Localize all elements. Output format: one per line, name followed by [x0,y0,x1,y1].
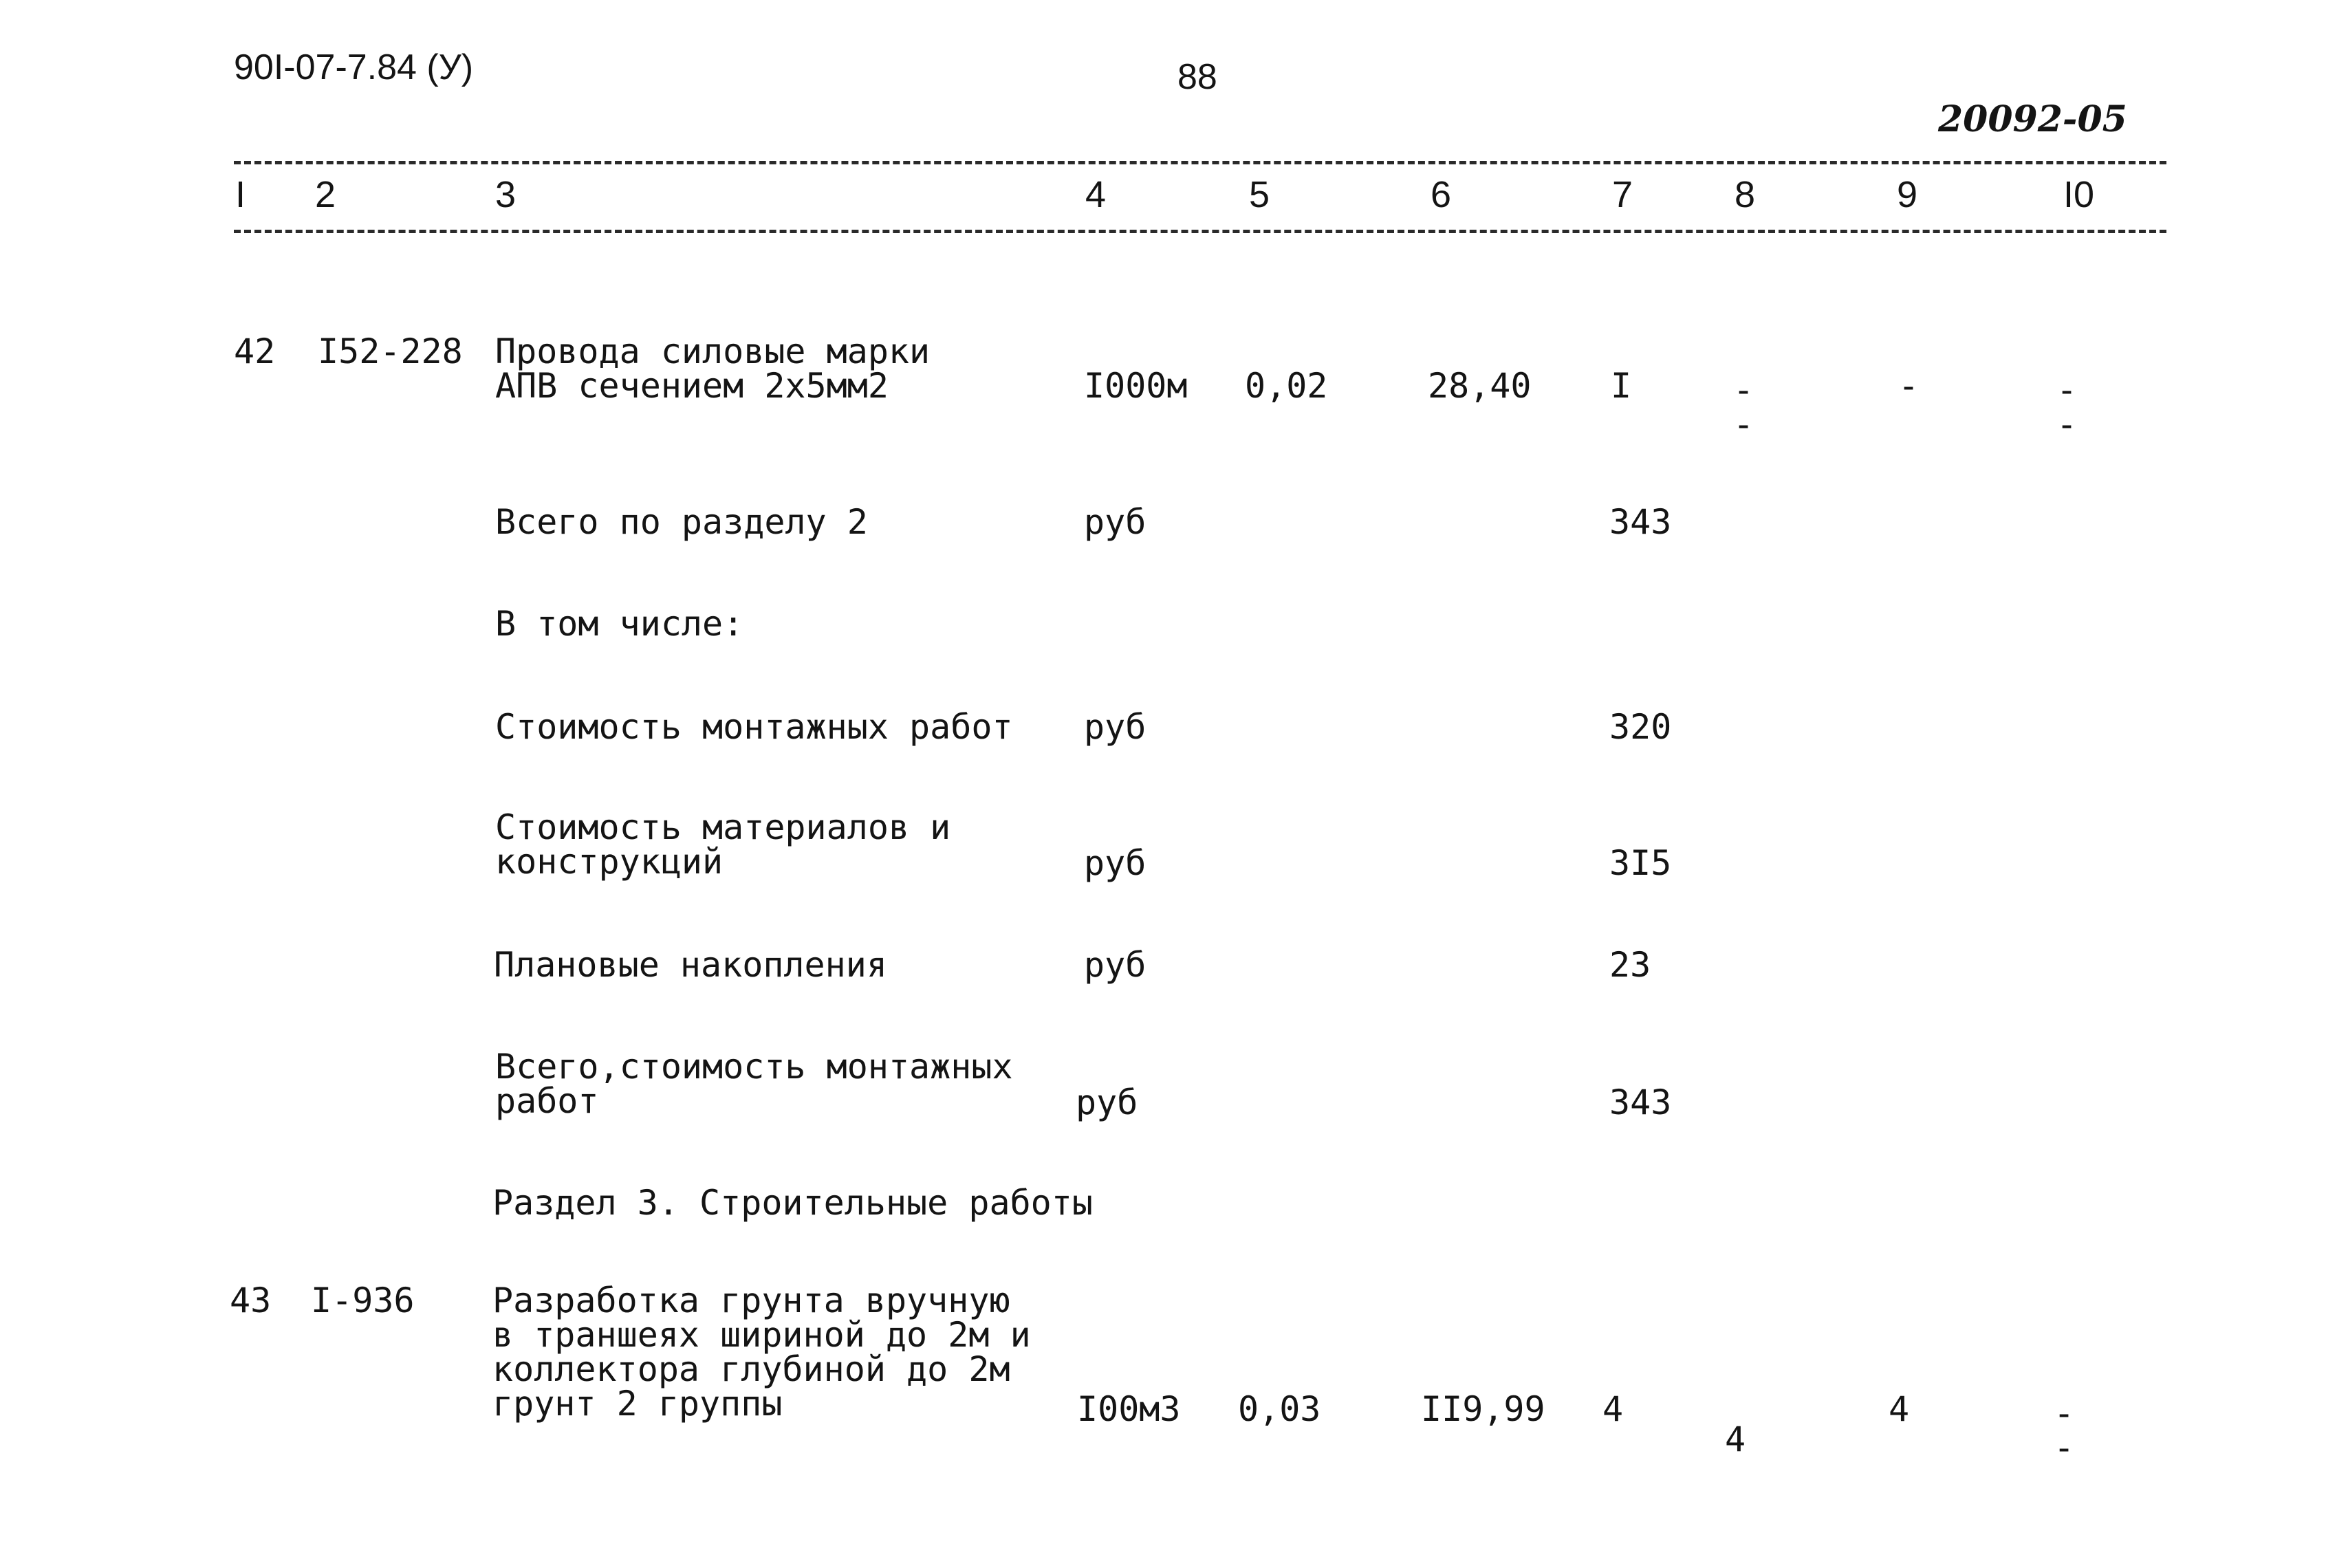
total-install-label: Всего,стоимость монтажных работ [495,1047,1013,1121]
install-cost-label: Стоимость монтажных работ [495,707,1013,747]
column-header-1: I [235,174,246,215]
row-43-number: 43 [230,1281,272,1320]
row-43-description: Разработка грунта вручную в траншеях шириной до 2м и коллектора глубиной до 2м грунт 2 группы [492,1281,1031,1424]
row-42-col9: - [1898,366,1920,406]
including-label: В том числе: [495,604,744,644]
planned-savings-label: Плановые накопления [494,945,887,985]
row-42-price: 28,40 [1428,366,1532,406]
row-42-unit: I000м [1084,366,1188,406]
row-42-col10: - - [2056,370,2078,444]
materials-cost-label: Стоимость материалов и конструкций [495,807,951,882]
section2-total-label: Всего по разделу 2 [495,502,868,542]
row-43-code: I-936 [311,1281,415,1320]
row-43-price: II9,99 [1421,1389,1545,1429]
section3-title: Раздел 3. Строительные работы [492,1183,1093,1223]
row-43-total: 4 [1602,1389,1624,1429]
column-header-8: 8 [1735,174,1756,215]
row-43-col9: 4 [1889,1389,1910,1429]
row-42-col8: - - [1733,370,1754,444]
column-header-7: 7 [1612,174,1633,215]
materials-cost-value: 3I5 [1609,843,1672,883]
row-42-code: I52-228 [318,331,463,371]
header-top-rule [234,161,2166,164]
column-header-6: 6 [1431,174,1452,215]
planned-savings-unit: руб [1084,945,1146,985]
row-42-quantity: 0,02 [1245,366,1328,406]
document-code: 90I-07-7.84 (У) [234,47,474,87]
total-install-value: 343 [1609,1082,1672,1122]
column-header-10: I0 [2063,174,2095,215]
column-header-3: 3 [495,174,517,215]
row-43-col8: 4 [1725,1419,1746,1459]
planned-savings-value: 23 [1609,945,1651,985]
total-install-unit: руб [1076,1082,1138,1122]
column-header-9: 9 [1897,174,1918,215]
row-42-description: Провода силовые марки АПВ сечением 2х5мм2 [495,331,931,406]
install-cost-unit: руб [1084,707,1146,747]
inventory-number: 20092-05 [1938,98,2127,140]
install-cost-value: 320 [1609,707,1672,747]
materials-cost-unit: руб [1084,843,1146,883]
column-header-5: 5 [1249,174,1270,215]
row-43-quantity: 0,03 [1238,1389,1321,1429]
column-header-2: 2 [315,174,336,215]
header-bottom-rule [234,230,2166,233]
row-42-total: I [1611,366,1632,406]
row-43-unit: I00м3 [1077,1389,1181,1429]
row-42-number: 42 [234,331,276,371]
row-43-col10: - - [2054,1393,2075,1468]
column-header-4: 4 [1085,174,1107,215]
section2-total-unit: руб [1084,502,1146,542]
section2-total-value: 343 [1609,502,1672,542]
page-number: 88 [1177,57,1217,97]
